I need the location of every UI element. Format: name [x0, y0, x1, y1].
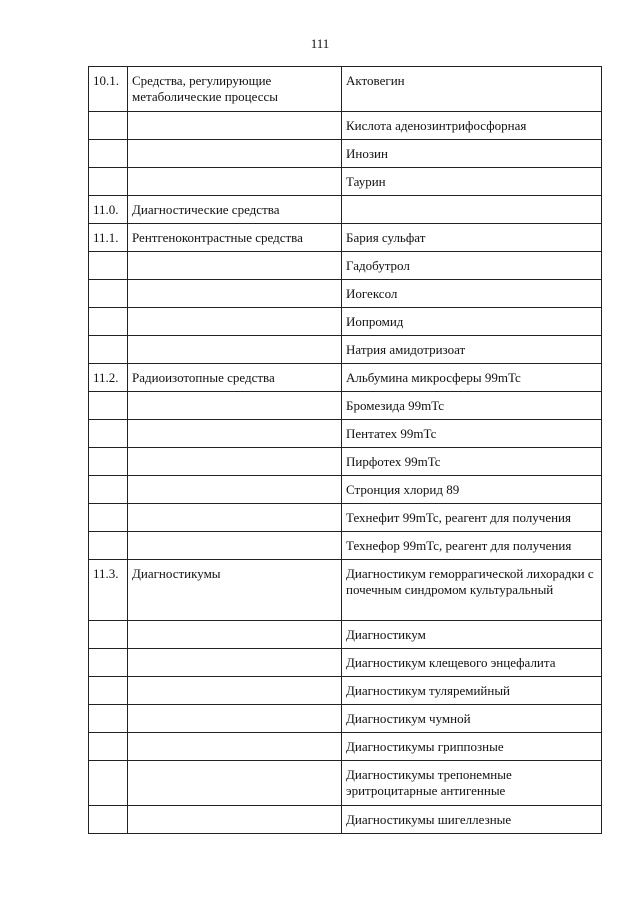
group-name — [128, 420, 342, 448]
group-name — [128, 806, 342, 834]
group-name: Рентгеноконтрастные средства — [128, 224, 342, 252]
row-number — [89, 621, 128, 649]
group-name — [128, 112, 342, 140]
table-row — [89, 621, 602, 649]
group-name: Средства, регулирующие метаболические процессы — [128, 67, 342, 112]
drug-name: Стронция хлорид 89 — [342, 476, 602, 504]
drug-name: Инозин — [342, 140, 602, 168]
drug-name: Диагностикумы гриппозные — [342, 733, 602, 761]
row-number — [89, 308, 128, 336]
row-number — [89, 336, 128, 364]
drug-name — [342, 196, 602, 224]
drug-name: Технефит 99mTc, реагент для получения — [342, 504, 602, 532]
row-number: 10.1. — [89, 67, 128, 112]
table-row — [89, 168, 602, 196]
drug-name: Гадобутрол — [342, 252, 602, 280]
group-name — [128, 252, 342, 280]
drug-list-table — [88, 66, 602, 834]
group-name — [128, 476, 342, 504]
table-row — [89, 392, 602, 420]
row-number — [89, 168, 128, 196]
row-number — [89, 761, 128, 806]
table-row — [89, 448, 602, 476]
drug-name: Таурин — [342, 168, 602, 196]
group-name — [128, 448, 342, 476]
row-number — [89, 252, 128, 280]
table-row — [89, 532, 602, 560]
table-row — [89, 733, 602, 761]
drug-name: Иогексол — [342, 280, 602, 308]
row-number — [89, 705, 128, 733]
row-number: 11.3. — [89, 560, 128, 621]
group-name — [128, 140, 342, 168]
row-number — [89, 532, 128, 560]
row-number: 11.1. — [89, 224, 128, 252]
group-name — [128, 280, 342, 308]
table-row — [89, 196, 602, 224]
table-row — [89, 224, 602, 252]
row-number — [89, 140, 128, 168]
table-row — [89, 308, 602, 336]
row-number — [89, 280, 128, 308]
drug-name: Пирфотех 99mTc — [342, 448, 602, 476]
group-name — [128, 336, 342, 364]
group-name — [128, 532, 342, 560]
drug-name: Натрия амидотризоат — [342, 336, 602, 364]
row-number — [89, 733, 128, 761]
drug-name: Диагностикум — [342, 621, 602, 649]
drug-name: Диагностикум геморрагической лихорадки с почечным синдромом культуральный — [342, 560, 602, 621]
group-name — [128, 649, 342, 677]
group-name — [128, 392, 342, 420]
page-number: 111 — [310, 36, 330, 51]
row-number — [89, 476, 128, 504]
table-row — [89, 420, 602, 448]
drug-name: Альбумина микросферы 99mTc — [342, 364, 602, 392]
row-number — [89, 112, 128, 140]
drug-name: Диагностикум клещевого энцефалита — [342, 649, 602, 677]
group-name — [128, 705, 342, 733]
table-row — [89, 112, 602, 140]
row-number — [89, 649, 128, 677]
row-number — [89, 806, 128, 834]
group-name — [128, 733, 342, 761]
drug-name: Кислота аденозинтрифосфорная — [342, 112, 602, 140]
group-name — [128, 761, 342, 806]
table-row — [89, 677, 602, 705]
drug-name: Иопромид — [342, 308, 602, 336]
table-row — [89, 806, 602, 834]
table-row — [89, 504, 602, 532]
group-name: Диагностикумы — [128, 560, 342, 621]
row-number — [89, 677, 128, 705]
group-name — [128, 677, 342, 705]
row-number: 11.2. — [89, 364, 128, 392]
table-row — [89, 252, 602, 280]
table-row — [89, 649, 602, 677]
drug-name: Бромезида 99mTc — [342, 392, 602, 420]
drug-name: Актовегин — [342, 67, 602, 112]
row-number: 11.0. — [89, 196, 128, 224]
drug-name: Диагностикум чумной — [342, 705, 602, 733]
drug-name: Бария сульфат — [342, 224, 602, 252]
drug-name: Технефор 99mTc, реагент для получения — [342, 532, 602, 560]
group-name — [128, 621, 342, 649]
group-name: Диагностические средства — [128, 196, 342, 224]
group-name — [128, 504, 342, 532]
table-row — [89, 560, 602, 621]
table-row — [89, 364, 602, 392]
table-row — [89, 280, 602, 308]
row-number — [89, 448, 128, 476]
table-row — [89, 67, 602, 112]
drug-name: Пентатех 99mTc — [342, 420, 602, 448]
drug-name: Диагностикумы трепонемные эритроцитарные антигенные — [342, 761, 602, 806]
drug-name: Диагностикум туляремийный — [342, 677, 602, 705]
group-name: Радиоизотопные средства — [128, 364, 342, 392]
group-name — [128, 168, 342, 196]
table-row — [89, 705, 602, 733]
table-row — [89, 336, 602, 364]
table-row — [89, 761, 602, 806]
row-number — [89, 420, 128, 448]
row-number — [89, 504, 128, 532]
table-row — [89, 140, 602, 168]
row-number — [89, 392, 128, 420]
group-name — [128, 308, 342, 336]
table-row — [89, 476, 602, 504]
drug-name: Диагностикумы шигеллезные — [342, 806, 602, 834]
